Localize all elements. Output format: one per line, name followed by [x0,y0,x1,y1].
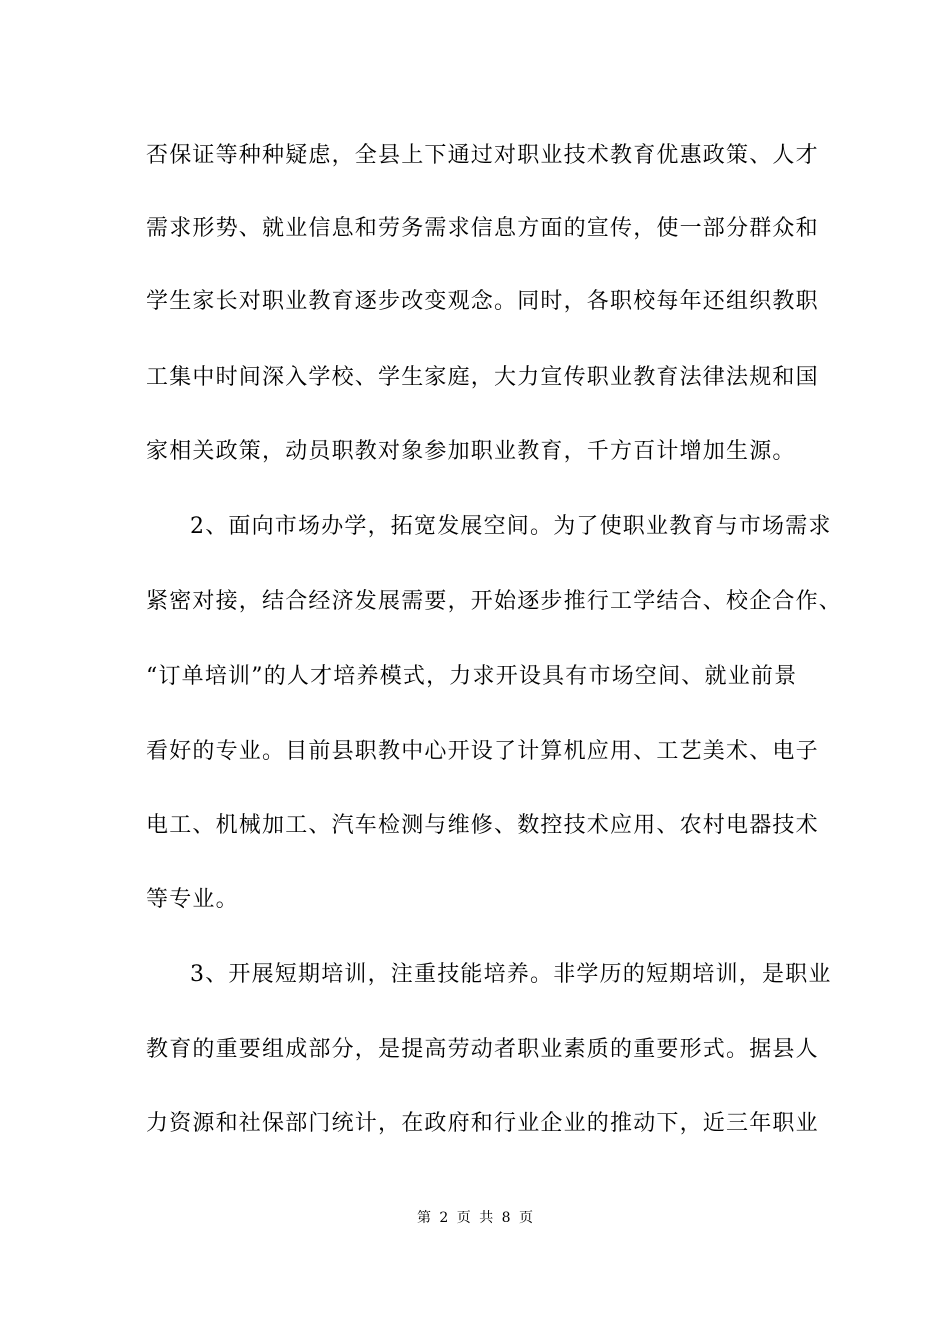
footer-current-page: 2 [439,1210,449,1226]
text-line-1: 否保证等种种疑虑，全县上下通过对职业技术教育优惠政策、人才 [146,143,819,168]
text-line-6: 2、面向市场办学，拓宽发展空间。为了使职业教育与市场需求 [190,514,832,539]
footer-total-word: 共 [479,1210,494,1226]
text-line-13: 教育的重要组成部分，是提高劳动者职业素质的重要形式。据县人 [146,1037,819,1062]
text-line-2: 需求形势、就业信息和劳务需求信息方面的宣传，使一部分群众和 [146,216,819,241]
text-line-11: 等专业。 [146,887,239,912]
page-footer [0,1208,950,1228]
footer-page-word: 页 [456,1210,471,1226]
text-line-5: 家相关政策，动员职教对象参加职业教育，千方百计增加生源。 [146,439,796,464]
text-line-9: 看好的专业。目前县职教中心开设了计算机应用、工艺美术、电子 [146,739,819,764]
footer-suffix: 页 [519,1210,534,1226]
text-line-10: 电工、机械加工、汽车检测与维修、数控技术应用、农村电器技术 [146,813,819,838]
text-line-8: “订单培训”的人才培养模式，力求开设具有市场空间、就业前景 [146,664,798,689]
footer-total-pages: 8 [501,1210,511,1226]
text-line-14: 力资源和社保部门统计，在政府和行业企业的推动下，近三年职业 [146,1111,819,1136]
text-line-3: 学生家长对职业教育逐步改变观念。同时，各职校每年还组织教职 [146,289,819,314]
text-line-7: 紧密对接，结合经济发展需要，开始逐步推行工学结合、校企合作、 [146,589,843,614]
text-line-12: 3、开展短期培训，注重技能培养。非学历的短期培训，是职业 [190,962,832,987]
text-line-4: 工集中时间深入学校、学生家庭，大力宣传职业教育法律法规和国 [146,365,819,390]
footer-prefix: 第 [416,1210,431,1226]
